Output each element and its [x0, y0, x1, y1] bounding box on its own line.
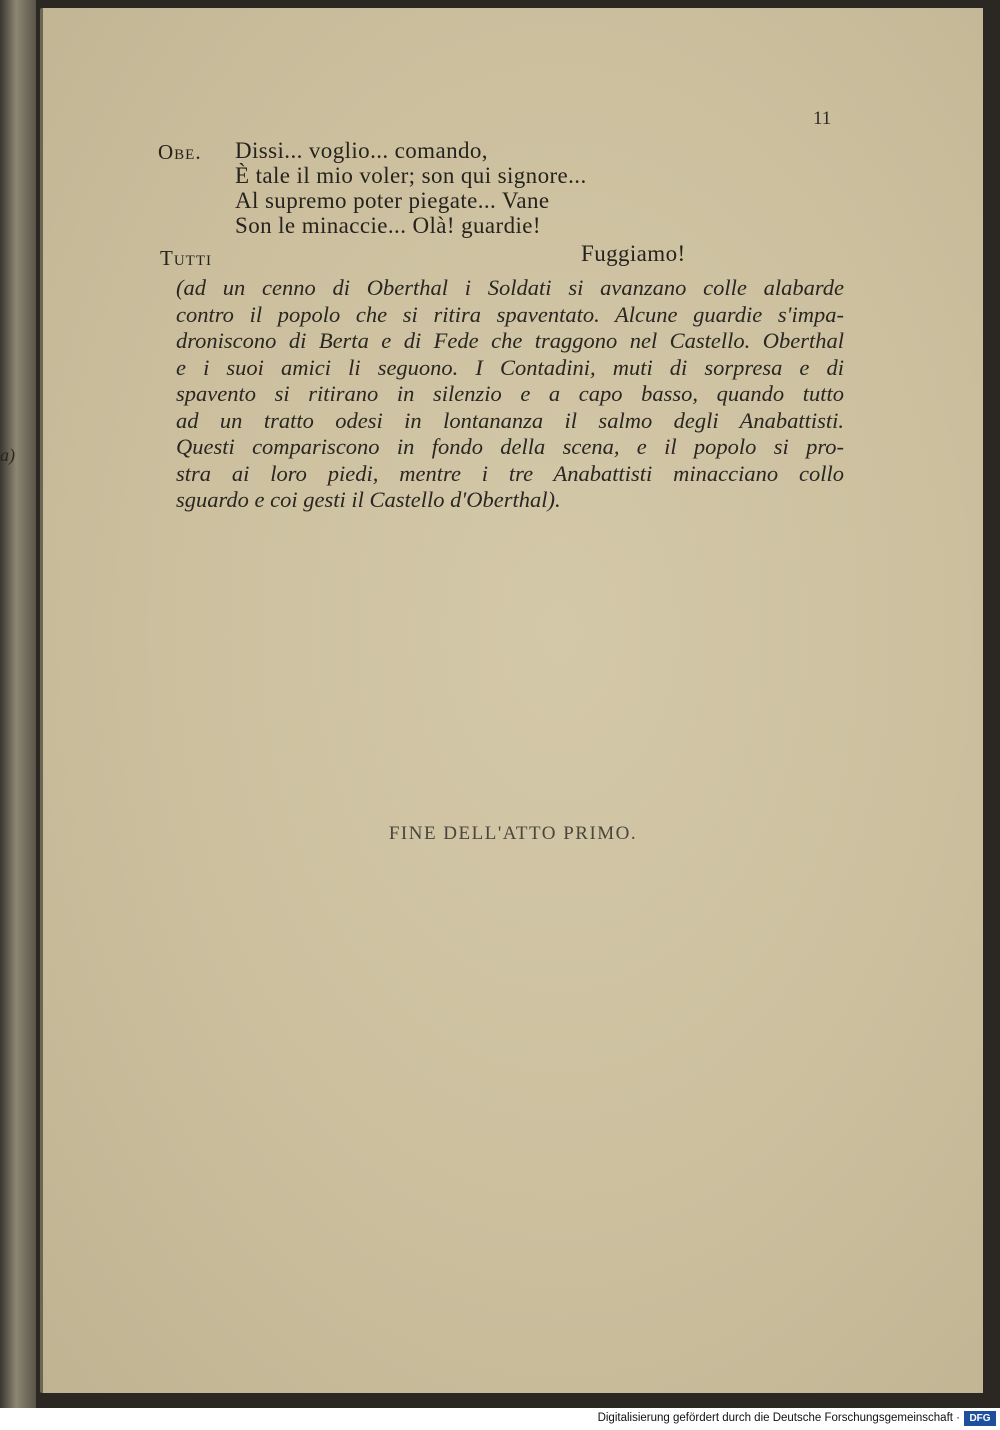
previous-page-mark: a) — [0, 445, 15, 465]
speaker-obe: Obe. — [158, 140, 202, 164]
stage-direction-line: spavento si ritirano in silenzio e a capo basso, quando tutto — [176, 381, 844, 406]
stage-direction — [176, 275, 844, 514]
book-page — [40, 8, 983, 1393]
stage-direction-line: droniscono di Berta e di Fede che traggono nel Castello. Oberthal — [176, 328, 844, 353]
stage-direction-line: Questi compariscono in fondo della scena, e il popolo si pro- — [176, 434, 844, 459]
footer-bar — [0, 1408, 1000, 1430]
stage-direction-line: stra ai loro piedi, mentre i tre Anabattisti minacciano collo — [176, 460, 844, 486]
stage-direction-line: sguardo e coi gesti il Castello d'Oberthal). — [176, 487, 561, 512]
page-number: 11 — [813, 108, 832, 129]
speaker-tutti: Tutti — [160, 246, 212, 270]
dfg-logo: DFG — [964, 1411, 996, 1426]
verse-line: Al supremo poter piegate... Vane — [235, 188, 550, 213]
verse-line: Dissi... voglio... comando, — [235, 138, 488, 163]
stage-direction-line: contro il popolo che si ritira spaventato. Alcune guardie s'impa- — [176, 301, 844, 327]
stage-direction-line: e i suoi amici li seguono. I Contadini, muti di sorpresa e di — [176, 354, 844, 380]
verse-line: È tale il mio voler; son qui signore... — [235, 163, 587, 188]
previous-page-edge — [0, 0, 36, 1408]
verse-line-tutti: Fuggiamo! — [581, 241, 686, 266]
funding-credit: Digitalisierung gefördert durch die Deutsche Forschungsgemeinschaft · — [597, 1412, 960, 1424]
stage-direction-line: ad un tratto odesi in lontananza il salmo degli Anabattisti. — [176, 407, 844, 433]
act-end-heading: FINE DELL'ATTO PRIMO. — [388, 823, 638, 844]
stage-direction-line: (ad un cenno di Oberthal i Soldati si avanzano colle alabarde — [176, 275, 844, 300]
verse-line: Son le minaccie... Olà! guardie! — [235, 213, 541, 238]
